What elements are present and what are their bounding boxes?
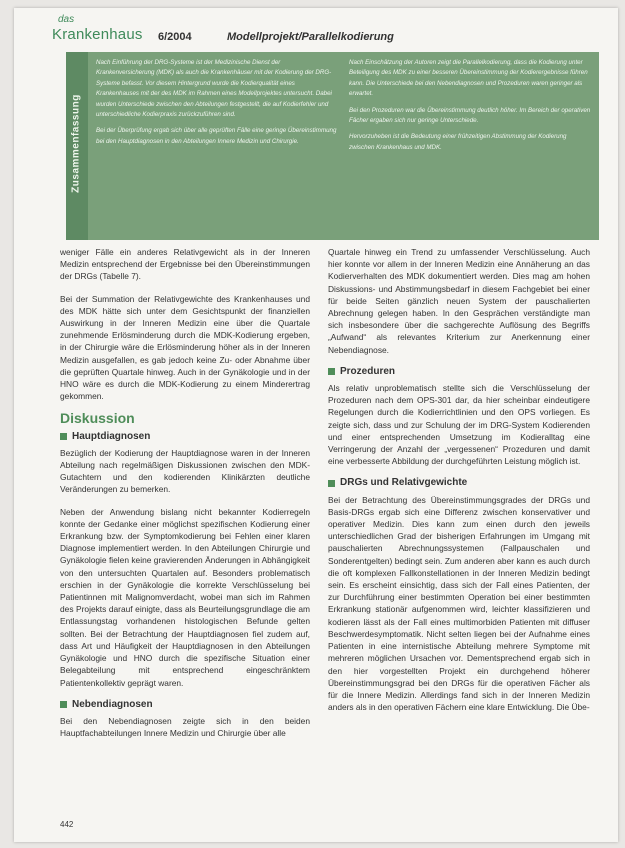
page-number: 442 bbox=[60, 820, 74, 829]
heading-text: Prozeduren bbox=[340, 365, 396, 377]
body-paragraph: Quartale hinweg ein Trend zu umfassender Verschlüsselung. Auch hier konnte vor allem in der Inneren Medizin eine Annäherung an das Kodierverhalten des MDK dokumentiert werden. Dies mag am hohen Diskussions- und Abstimmungsbedarf in diesem Fachgebiet bei einer für beide Seiten gänzlich neuen System der pauschalierten Abrechnung gelegen haben. In den Gesprächen verständigte man sich insbesondere über die sachgerechte Auflösung des Begriffs „Aufwand“ als relevantes Kriterium zur Anerkennung einer Nebendiagnose. bbox=[328, 247, 590, 355]
summary-paragraph: Nach Einschätzung der Autoren zeigt die Parallelkodierung, dass die Kodierung unter Beteiligung des MDK zu einer besseren Übereinstimmung der Kodierergebnisse führen kann. Die Unterschiede bei den Nebendiagnosen und Prozeduren waren geringer als erwartet. bbox=[349, 59, 588, 98]
page-header bbox=[52, 14, 592, 50]
summary-box bbox=[66, 52, 599, 240]
text-column-left bbox=[60, 246, 310, 749]
heading-square-icon bbox=[60, 701, 67, 708]
heading-text: DRGs und Relativgewichte bbox=[340, 477, 468, 489]
logo-main-text: Krankenhaus bbox=[52, 26, 143, 43]
summary-paragraph: Nach Einführung der DRG-Systeme ist der Medizinische Dienst der Krankenversicherung (MDK) als auch die Krankenhäuser mit der Kodierung der DRG-Systeme befasst. Vor diesem Hintergrund wurde die Kodierqualität eines Krankenhauses mit der des MDK im Rahmen eines Modellprojektes untersucht. Dabei wurden Unterschiede zwischen den Abteilungen festgestellt, die auf Kodierfehler und unterschiedliche Kodierpraxis zurückzuführen sind. bbox=[96, 59, 332, 119]
document-page bbox=[14, 8, 618, 842]
summary-label: Zusammenfassung bbox=[70, 94, 82, 193]
heading-drgs bbox=[328, 477, 590, 489]
body-paragraph: Neben der Anwendung bislang nicht bekannter Kodierregeln konnte der Gedanke einer möglichst spezifischen Kodierung einer Erkrankung bzw. der Symptomkodierung bei Fehlen einer klaren Diagnose implementiert werden. In den Abteilungen Chirurgie und Gynäkologie fielen keine gravierenden Änderungen in Abhängigkeit von den untersuchten Quartalen auf. Besonders problematisch erschien in der Gynäkologie die korrekte Verschlüsselung bei Patientinnen mit Malignomverdacht, wobei man sich im Rahmen des Projekts darauf einigte, dass als Beurteilungsgrundlage die am Entlassungstag vorhandenen histologischen Befunde gelten sollten. Bei der Betrachtung der Hauptdiagnosen fiel zudem auf, dass Art und Häufigkeit der Hauptdiagnosen in den Abteilungen Gynäkologie und HNO durch die spezifische Situation einer Belegabteilung mit entsprechend eingeschränktem Patientenkollektiv geprägt waren. bbox=[60, 506, 310, 688]
logo-small-text: das bbox=[58, 14, 75, 25]
heading-prozeduren bbox=[328, 366, 590, 378]
body-paragraph: Als relativ unproblematisch stellte sich die Verschlüsselung der Prozeduren nach dem OPS-301 dar, da hier scheinbar eindeutigere Regelungen durch die Kodierrichtlinien und den OPS vorliegen. Es zeigte sich, dass und zur Schulung der im DRG-System Kodierenden und einer entsprechenden Umsetzung im Kodieralltag eine Verringerung der Anzahl der „vergessenen“ Prozeduren und damit eine verbesserte Abbildung der durchgeführten Leistung möglich ist. bbox=[328, 383, 590, 467]
body-paragraph: Bei der Betrachtung des Übereinstimmungsgrades der DRGs und Basis-DRGs ergab sich eine Differenz zwischen konservativer und operativer Medizin. Dies kann zum einen durch den jeweils unterschiedlichen Grad der bisherigen Erfahrungen im Umgang mit pauschalierten Abrechnungssystemen (Fallpauschalen und Sonderentgelten) bedingt sein. Zum anderen aber kann es auch durch die oft komplexen Fallkonstellationen in der Inneren Medizin bedingt sein. Es erscheint einsichtig, dass sich der Fall eines Patienten, der zur Durchführung einer bestimmten Operation bei einer bestimmten Erkrankung stationär aufgenommen wird, leichter klassifizieren und kodieren lässt als der Fall eines multimorbiden Patienten mit diffuser Beschwerdesymptomatik. Nicht selten liegen bei der Aufnahme eines Patienten in eine internistische Abteilung mehrere Symptome mit mehreren möglichen Ursachen vor. Dementsprechend ergab sich in den hier vorgestellten Projekt ein durchgehend höherer Übereinstimmungsgrad bei den DRGs für die operativen Fächer als für die Innere Medizin. Allerdings fand sich in der Inneren Medizin anders als in den operativen Fächern eine klare Entwicklung. Die Übe- bbox=[328, 494, 590, 713]
summary-paragraph: Bei den Prozeduren war die Übereinstimmung deutlich höher. Im Bereich der operativen Fächer ergaben sich nur geringe Unterschiede. bbox=[349, 106, 591, 125]
summary-paragraph: Bei der Überprüfung ergab sich über alle geprüften Fälle eine geringe Übereinstimmung bei den Hauptdiagnosen in den Abteilungen Innere Medizin und Chirurgie. bbox=[96, 127, 337, 145]
heading-hauptdiagnosen bbox=[60, 431, 310, 443]
body-paragraph: Bezüglich der Kodierung der Hauptdiagnose waren in der Inneren Abteilung nach regelmäßigen Diskussionen zwischen den MDK-Gutachtern und den kodierenden Klinikärzten deutliche Veränderungen zu bemerken. bbox=[60, 447, 310, 495]
heading-text: Nebendiagnosen bbox=[72, 698, 153, 710]
summary-paragraph: Hervorzuheben ist die Bedeutung einer frühzeitigen Abstimmung der Kodierung zwischen Krankenhaus und MDK. bbox=[349, 133, 567, 151]
body-paragraph: Bei den Nebendiagnosen zeigte sich in den beiden Hauptfachabteilungen Innere Medizin und Chirurgie über alle bbox=[60, 715, 310, 739]
issue-number: 6/2004 bbox=[158, 31, 192, 43]
summary-column-left bbox=[96, 58, 338, 238]
heading-text: Hauptdiagnosen bbox=[72, 430, 151, 442]
heading-square-icon bbox=[328, 480, 335, 487]
heading-diskussion: Diskussion bbox=[60, 410, 135, 427]
journal-logo bbox=[52, 14, 162, 50]
summary-column-right bbox=[349, 58, 591, 238]
heading-nebendiagnosen bbox=[60, 699, 310, 711]
body-paragraph: weniger Fälle ein anderes Relativgewicht als in der Inneren Medizin entsprechend der Ergebnisse bei den Übereinstimmungen der DRGs (Tabelle 7). bbox=[60, 247, 310, 282]
body-paragraph: Bei der Summation der Relativgewichte des Krankenhauses und des MDK hätte sich unter dem Gesichtspunkt der finanziellen Auswirkung in der Inneren Medizin eine über die Quartale zunehmende Erlösminderung durch die MDK-Kodierung ergeben, in der Chirurgie wäre die Erlösminderung höher als in der Inneren Medizin ausgefallen, es gab jedoch keine Zu- oder Abnahme über die geprüften Quartale hinweg. Auch in der Gynäkologie und in der HNO wäre es durch die MDK-Kodierung zu einem Minderertrag gekommen. bbox=[60, 293, 310, 402]
text-column-right bbox=[328, 246, 590, 723]
heading-square-icon bbox=[60, 433, 67, 440]
heading-square-icon bbox=[328, 368, 335, 375]
section-title: Modellprojekt/Parallelkodierung bbox=[227, 31, 394, 43]
summary-label-bar bbox=[66, 52, 88, 240]
